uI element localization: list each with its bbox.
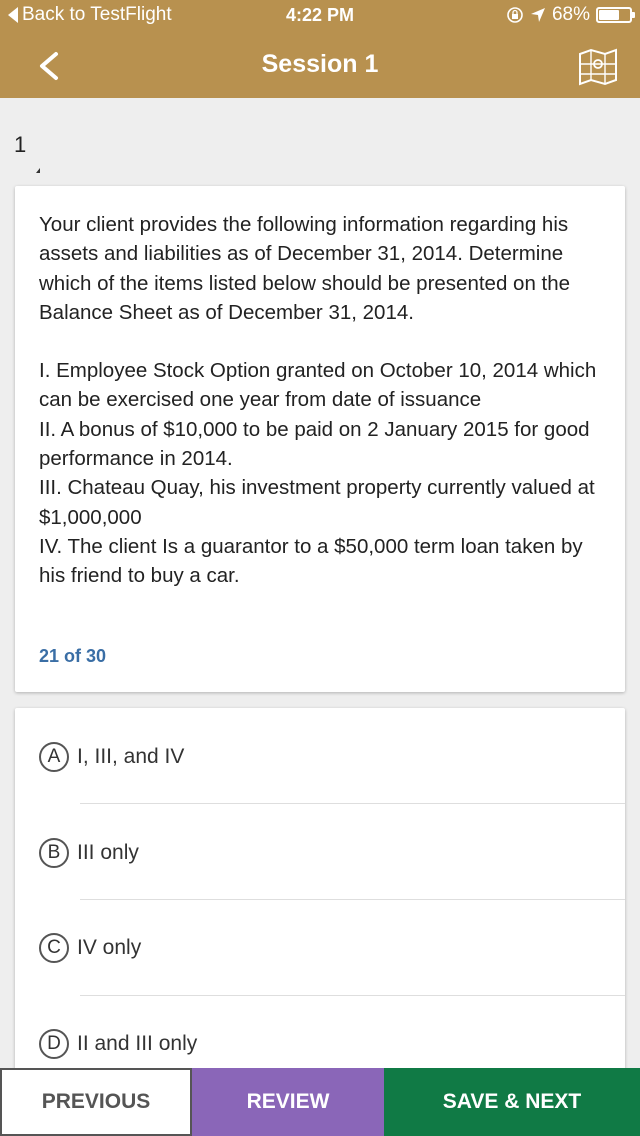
back-triangle-icon [8,7,18,23]
status-time: 4:22 PM [285,5,355,25]
question-item-3: III. Chateau Quay, his investment property currently valued at $1,000,000 [39,476,595,529]
review-button[interactable]: REVIEW [192,1068,384,1136]
back-to-testflight-label: Back to TestFlight [22,4,172,25]
previous-button[interactable]: PREVIOUS [0,1068,192,1136]
option-label: IV only [77,936,142,959]
option-c[interactable] [39,928,141,968]
option-label: II and III only [77,1032,198,1055]
question-number: 1 [14,132,27,157]
nav-bar [0,32,640,98]
status-right [506,4,632,26]
question-text [39,210,601,591]
question-item-4: IV. The client Is a guarantor to a $50,000 term loan taken by his friend to buy a car. [39,534,583,588]
save-next-button[interactable]: SAVE & NEXT [384,1068,640,1136]
status-bar [0,0,640,32]
question-item-2: II. A bonus of $10,000 to be paid on 2 January 2015 for good performance in 2014. [39,417,590,471]
orientation-lock-icon [506,6,524,24]
option-divider [80,803,625,804]
back-to-testflight-link[interactable] [8,4,172,26]
option-b[interactable] [39,833,139,873]
corner-mark-icon [36,168,40,173]
page-title: Session 1 [261,50,379,78]
question-item-1: I. Employee Stock Option granted on October 10, 2014 which can be exercised one year from date of issuance [39,359,597,412]
location-arrow-icon [530,7,546,23]
option-a[interactable] [39,737,184,777]
battery-icon [596,7,632,23]
battery-percent: 68% [551,4,590,25]
question-card [15,186,625,692]
battery-fill [599,10,619,20]
option-label: III only [77,841,139,864]
question-paragraph: Your client provides the following information regarding his assets and liabilities as of December 31, 2014. Determine which of the items listed below should be presented on the Balance Sheet as of December 31, 2014. [39,213,571,324]
option-label: I, III, and IV [77,745,185,768]
question-progress: 21 of 30 [39,646,107,666]
map-icon[interactable] [576,44,620,88]
bottom-action-bar [0,1068,640,1136]
option-d[interactable] [39,1024,197,1064]
option-letter-badge: A [39,742,69,772]
option-letter-badge: B [39,838,69,868]
option-divider [80,899,625,900]
answers-card [15,708,625,1088]
chevron-left-icon[interactable] [30,46,70,86]
option-divider [80,995,625,996]
option-letter-badge: C [39,933,69,963]
option-letter-badge: D [39,1029,69,1059]
